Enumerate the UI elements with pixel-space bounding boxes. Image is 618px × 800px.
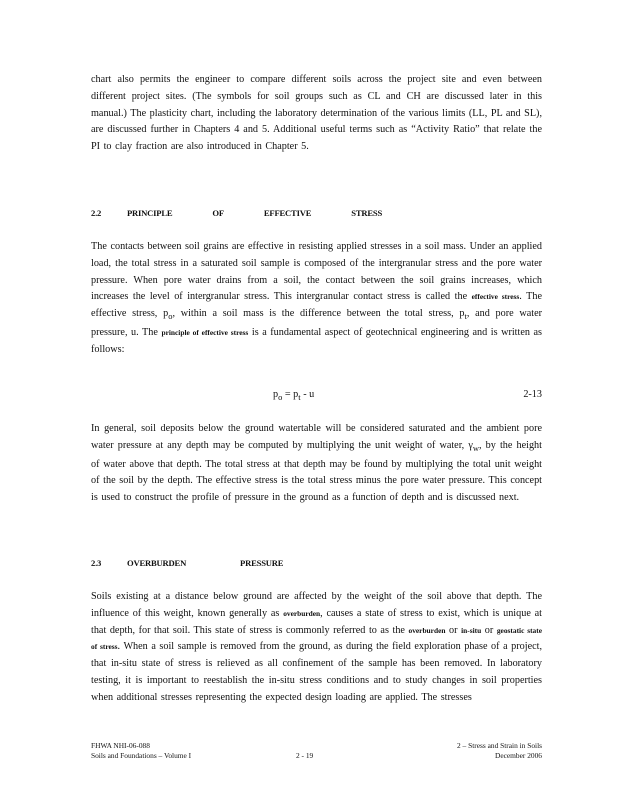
footer-right [457,741,542,761]
term-in-situ: in-situ [461,625,482,635]
term-overburden: overburden [408,625,446,635]
text-run: is a fundamental aspect of geotechnical engineering and is written as follows: [91,327,542,355]
text-run: . When a soil sample is removed from the ground, as during the field exploration phase of a project, that in-situ state of stress is relieved as all confinement of the sample has been removed. In laboratory testing, it is important to reestablish the in-situ stress conditions and to study changes in soil properties when additional stresses representing the expected design loading are applied. The stresses [91,641,542,703]
paragraph-text [91,421,542,507]
subscript: w [472,442,479,453]
paragraph-plasticity-chart [91,72,542,156]
subscript: t [464,311,467,322]
section-heading-2-3 [91,558,542,568]
footer-left [91,741,191,761]
text-run: , within a soil mass is the difference between the total stress, p [172,308,465,320]
section-title-word: PRESSURE [240,558,284,568]
equation-mid: = p [282,389,299,400]
equation-rhs: - u [300,389,315,400]
paragraph-text [91,239,542,359]
text-run: , by the height of water above that depth. The total stress at that depth may be found by multiplying the total unit weight of the soil by the depth. The effective stress is the total stress minus the pore water pressure. This concept is used to construct the profile of pressure in the ground as a function of depth and is discussed next. [91,439,542,504]
section-title-word: OVERBURDEN [126,558,187,568]
footer-date: December 2006 [495,751,542,760]
text-run: In general, soil deposits below the ground watertable will be considered saturated and the ambient pore water pressure at any depth may be computed by multiplying the unit weight of water, γ [91,423,542,451]
footer-publication-id: FHWA NHI-06-088 [91,741,150,750]
paragraph-text: chart also permits the engineer to compare different soils across the project site and even between different project sites. (The symbols for soil groups such as CL and CH are discussed later in this manual.) The plasticity chart, including the laboratory determination of the various limits (LL, PL and SL), are discussed further in Chapters 4 and 5. Additional useful terms such as “Activity Ratio” that relate the PI to clay fraction are also introduced in Chapter 5. [91,74,542,153]
section-title-word: PRINCIPLE [126,208,173,218]
text-run: or [484,624,494,636]
footer-volume: Soils and Foundations – Volume I [91,751,192,760]
section-heading-2-2 [91,208,542,218]
equation-2-13 [91,389,542,405]
subscript: o [168,311,173,322]
term-overburden: overburden [283,608,321,618]
text-run: , and pore water pressure, u. The [91,308,543,339]
term-geostatic-state: geostatic state of stress [91,625,542,652]
footer-chapter: 2 – Stress and Strain in Soils [457,741,542,750]
paragraph-overburden [91,589,542,707]
section-number: 2.3 [91,558,102,568]
equation-lhs: p [273,389,279,400]
text-run: or [449,624,458,636]
text-run: The contacts between soil grains are effective in resisting applied stresses in a soil mass. Under an applied load, the total stress in a saturated soil sample is composed of the intergranular stress and the pore water pressure. When pore water drains from a soil, the contact between the soil grains increases, which increases the level of intergranular stress. This intergranular contact stress is called the [91,241,542,303]
section-title-word: STRESS [351,208,383,218]
section-title-word: EFFECTIVE [263,208,312,218]
page-number: 2 - 19 [296,751,314,760]
text-run: Soils existing at a distance below ground are affected by the weight of the soil above that depth. The influence of this weight, known generally as [91,591,542,619]
paragraph-effective-stress [91,239,542,359]
equation-number: 2-13 [523,389,542,400]
section-title-word: OF [212,208,224,218]
term-effective-stress: effective stress [471,292,520,302]
subscript: t [298,392,301,403]
paragraph-text [91,589,542,707]
equation-expression [273,389,314,402]
section-number: 2.2 [91,208,102,218]
text-run: . The effective stress, p [91,291,543,320]
paragraph-pore-pressure [91,421,542,507]
term-principle-effective-stress: principle of effective stress [161,328,249,338]
subscript: o [278,392,283,403]
text-run: , causes a state of stress to exist, which is unique at that depth, for that soil. This state of stress is commonly referred to as the [91,607,543,636]
